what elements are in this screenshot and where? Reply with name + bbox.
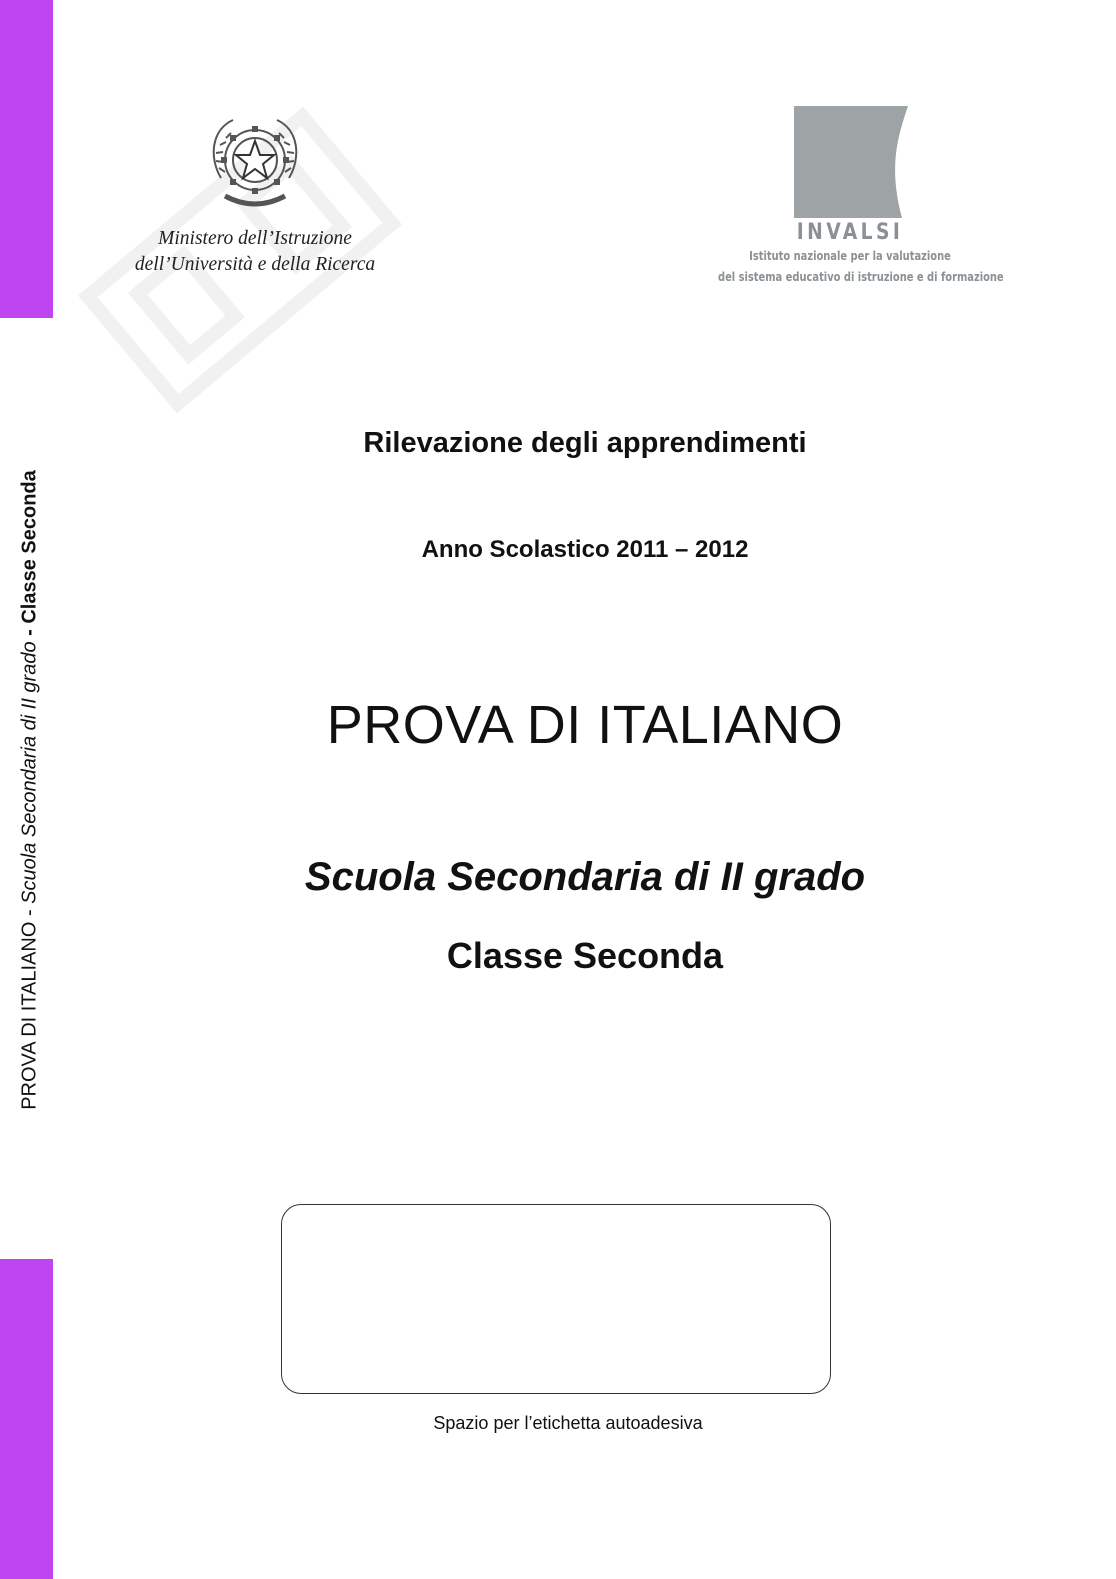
vertical-spine-title <box>19 470 42 1110</box>
invalsi-tagline-1: Istituto nazionale per la valutazione <box>749 248 951 263</box>
spine-part-class: - Classe Seconda <box>18 470 41 642</box>
school-year: Anno Scolastico 2011 – 2012 <box>421 536 749 563</box>
invalsi-wordmark: INVALSI <box>796 220 904 245</box>
invalsi-logo-icon <box>790 106 910 218</box>
class-level: Classe Seconda <box>446 935 724 976</box>
survey-title: Rilevazione degli apprendimenti <box>363 427 807 459</box>
italian-republic-emblem-icon <box>203 108 307 222</box>
sticker-caption: Spazio per l’etichetta autoadesiva <box>433 1413 703 1433</box>
spine-part-subject: PROVA DI ITALIANO - <box>18 903 41 1110</box>
sticker-label-box <box>281 1204 831 1394</box>
invalsi-tagline-2: del sistema educativo di istruzione e di formazione <box>718 269 1004 284</box>
spine-part-school: Scuola Secondaria di II grado <box>18 641 41 904</box>
invalsi-logo-block <box>700 106 1004 287</box>
ministry-logo-block <box>110 108 400 278</box>
page-title: PROVA DI ITALIANO <box>326 695 844 755</box>
ministry-name-line-2: dell’Università e della Ricerca <box>134 254 376 275</box>
ministry-name-line-1: Ministero dell’Istruzione <box>158 228 352 249</box>
school-level: Scuola Secondaria di II grado <box>304 855 866 899</box>
